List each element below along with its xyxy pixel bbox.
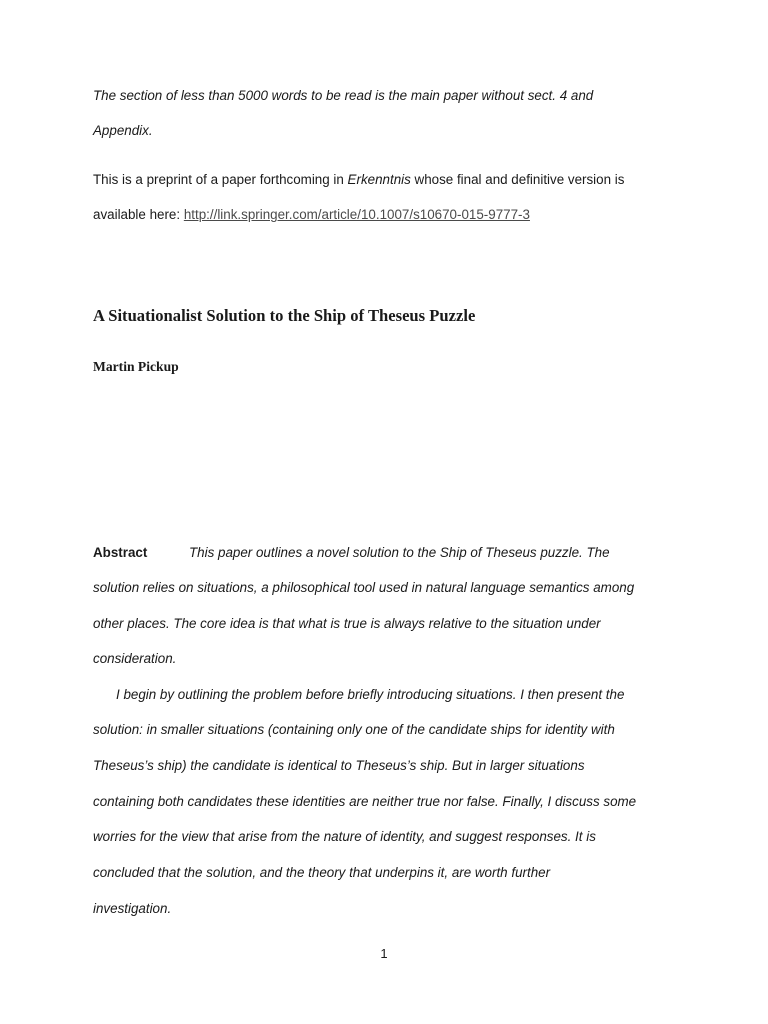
abstract-p2-line-5: worries for the view that arise from the nature of identity, and suggest responses. It is xyxy=(93,829,596,844)
springer-link[interactable]: http://link.springer.com/article/10.1007/s10670-015-9777-3 xyxy=(183,207,530,222)
abstract-label: Abstract xyxy=(93,545,148,560)
reading-note-line-2: Appendix. xyxy=(93,123,153,138)
preprint-text-after: whose final and definitive version is xyxy=(410,172,625,187)
availability-line xyxy=(93,206,530,224)
abstract-line-1: This paper outlines a novel solution to the Ship of Theseus puzzle. The xyxy=(189,545,610,560)
abstract-p2-line-7: investigation. xyxy=(93,901,172,916)
abstract-line-4: consideration. xyxy=(93,651,177,666)
preprint-text-before: This is a preprint of a paper forthcoming in xyxy=(93,172,348,187)
preprint-statement xyxy=(93,171,624,189)
page-number: 1 xyxy=(380,946,388,961)
abstract-line-3: other places. The core idea is that what is true is always relative to the situation under xyxy=(93,616,601,631)
paper-title: A Situationalist Solution to the Ship of Theseus Puzzle xyxy=(93,306,476,325)
reading-note-line-1: The section of less than 5000 words to be read is the main paper without sect. 4 and xyxy=(93,88,594,103)
abstract-p2-line-2: solution: in smaller situations (containing only one of the candidate ships for identity with xyxy=(93,722,615,737)
journal-name: Erkenntnis xyxy=(347,172,411,187)
abstract-p2-line-3: Theseus’s ship) the candidate is identical to Theseus’s ship. But in larger situations xyxy=(93,758,585,773)
available-label: available here: xyxy=(93,207,184,222)
abstract-p2-line-4: containing both candidates these identities are neither true nor false. Finally, I discuss some xyxy=(93,794,637,809)
abstract-p2-line-6: concluded that the solution, and the theory that underpins it, are worth further xyxy=(93,865,551,880)
abstract-first-line xyxy=(93,544,610,562)
abstract-line-2: solution relies on situations, a philosophical tool used in natural language semantics among xyxy=(93,580,635,595)
paper-author: Martin Pickup xyxy=(93,359,179,374)
abstract-p2-line-1: I begin by outlining the problem before briefly introducing situations. I then present the xyxy=(116,687,625,702)
